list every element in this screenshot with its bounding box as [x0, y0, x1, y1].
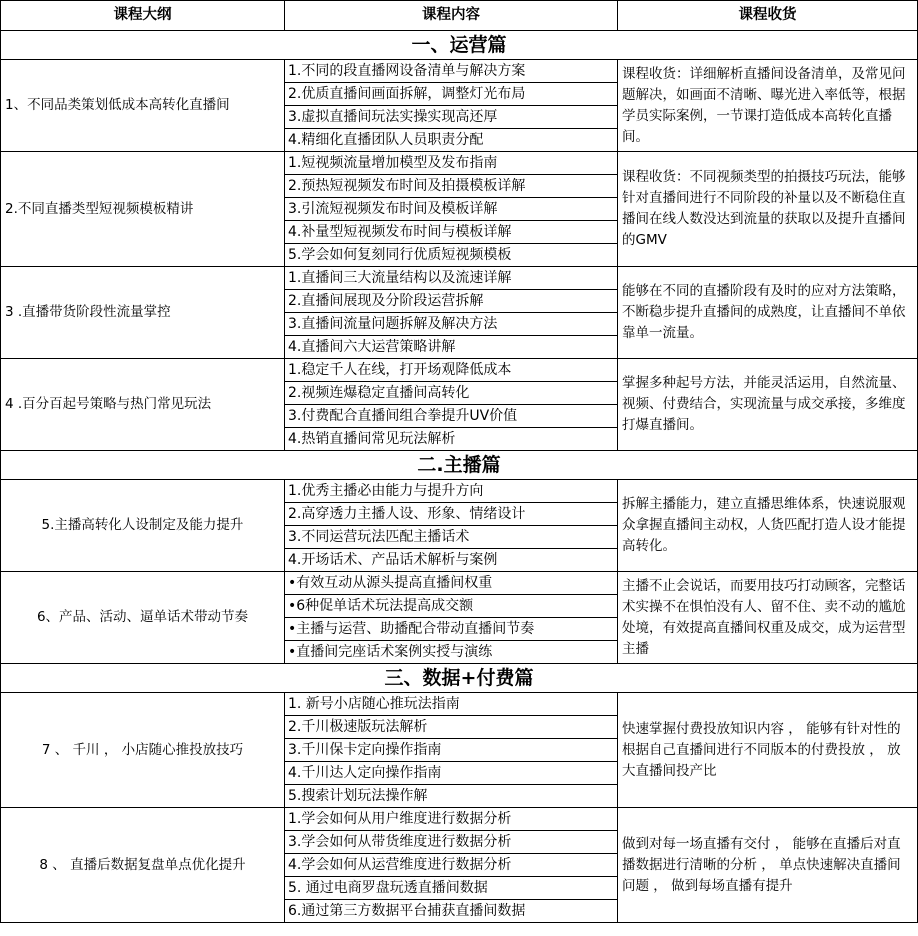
content-item: 3.不同运营玩法匹配主播话术: [285, 526, 618, 549]
header-gain: 课程收货: [618, 1, 918, 31]
content-item: 5.搜索计划玩法操作解: [285, 785, 618, 808]
content-item: 3.付费配合直播间组合拳提升UV价值: [285, 405, 618, 428]
content-item: 3.引流短视频发布时间及模板详解: [285, 198, 618, 221]
module-outline: 1、不同品类策划低成本高转化直播间: [1, 60, 285, 152]
content-item: 1.学会如何从用户维度进行数据分析: [285, 808, 618, 831]
header-content: 课程内容: [285, 1, 618, 31]
module-outline: 8 、 直播后数据复盘单点优化提升: [1, 808, 285, 923]
module-gain: 课程收货：详细解析直播间设备清单，及常见问题解决，如画面不清晰、曝光进入率低等，根据学员实际案例，一节课打造低成本高转化直播间。: [618, 60, 918, 152]
section-row: [1, 451, 918, 480]
header-row: [1, 1, 918, 31]
content-item: 4.精细化直播团队人员职责分配: [285, 129, 618, 152]
content-item: 5.学会如何复刻同行优质短视频模板: [285, 244, 618, 267]
content-item: 4.补量型短视频发布时间与模板详解: [285, 221, 618, 244]
content-item: 6.通过第三方数据平台捕获直播间数据: [285, 900, 618, 923]
module-gain: 快速掌握付费投放知识内容 ， 能够有针对性的根据自己直播间进行不同版本的付费投放 ， 放大直播间投产比: [618, 693, 918, 808]
module-outline: 7 、 千川 ， 小店随心推投放技巧: [1, 693, 285, 808]
content-item: 2.高穿透力主播人设、形象、情绪设计: [285, 503, 618, 526]
content-item: 1. 新号小店随心推玩法指南: [285, 693, 618, 716]
module-outline: 4 .百分百起号策略与热门常见玩法: [1, 359, 285, 451]
module-row: [1, 572, 918, 595]
content-item: 4.千川达人定向操作指南: [285, 762, 618, 785]
module-outline: 2.不同直播类型短视频模板精讲: [1, 152, 285, 267]
section-row: [1, 664, 918, 693]
content-item: •直播间完座话术案例实授与演练: [285, 641, 618, 664]
module-outline: 5.主播高转化人设制定及能力提升: [1, 480, 285, 572]
syllabus-body: [1, 1, 918, 923]
content-item: •主播与运营、助播配合带动直播间节奏: [285, 618, 618, 641]
module-gain: 掌握多种起号方法，并能灵活运用，自然流量、视频、付费结合，实现流量与成交承接，多维度打爆直播间。: [618, 359, 918, 451]
module-row: [1, 808, 918, 831]
content-item: 2.视频连爆稳定直播间高转化: [285, 382, 618, 405]
content-item: •有效互动从源头提高直播间权重: [285, 572, 618, 595]
content-item: 2.预热短视频发布时间及拍摄模板详解: [285, 175, 618, 198]
content-item: 1.不同的段直播网设备清单与解决方案: [285, 60, 618, 83]
content-item: 5. 通过电商罗盘玩透直播间数据: [285, 877, 618, 900]
module-gain: 课程收货：不同视频类型的拍摄技巧玩法，能够针对直播间进行不同阶段的补量以及不断稳住直播间在线人数没达到流量的获取以及提升直播间的GMV: [618, 152, 918, 267]
header-outline: 课程大纲: [1, 1, 285, 31]
content-item: 4.开场话术、产品话术解析与案例: [285, 549, 618, 572]
content-item: 2.优质直播间画面拆解，调整灯光布局: [285, 83, 618, 106]
content-item: 4.学会如何从运营维度进行数据分析: [285, 854, 618, 877]
module-gain: 做到对每一场直播有交付 ， 能够在直播后对直播数据进行清晰的分析 ， 单点快速解决直播间问题 ， 做到每场直播有提升: [618, 808, 918, 923]
module-row: [1, 152, 918, 175]
module-outline: 6、产品、活动、逼单话术带动节奏: [1, 572, 285, 664]
section-title: 三、数据+付费篇: [1, 664, 918, 693]
section-title: 一、运营篇: [1, 31, 918, 60]
content-item: 3.直播间流量问题拆解及解决方法: [285, 313, 618, 336]
module-row: [1, 359, 918, 382]
content-item: 4.热销直播间常见玩法解析: [285, 428, 618, 451]
module-row: [1, 60, 918, 83]
content-item: 1.稳定千人在线，打开场观降低成本: [285, 359, 618, 382]
module-gain: 主播不止会说话，而要用技巧打动顾客，完整话术实操不在惧怕没有人、留不住、卖不动的尴尬处境，有效提高直播间权重及成交，成为运营型主播: [618, 572, 918, 664]
content-item: 1.短视频流量增加模型及发布指南: [285, 152, 618, 175]
module-row: [1, 480, 918, 503]
module-row: [1, 267, 918, 290]
content-item: 1.优秀主播必由能力与提升方向: [285, 480, 618, 503]
content-item: 4.直播间六大运营策略讲解: [285, 336, 618, 359]
module-row: [1, 693, 918, 716]
content-item: 1.直播间三大流量结构以及流速详解: [285, 267, 618, 290]
content-item: 3.虚拟直播间玩法实操实现高还厚: [285, 106, 618, 129]
module-gain: 能够在不同的直播阶段有及时的应对方法策略，不断稳步提升直播间的成熟度，让直播间不单依靠单一流量。: [618, 267, 918, 359]
section-row: [1, 31, 918, 60]
module-gain: 拆解主播能力，建立直播思维体系，快速说服观众拿握直播间主动权，人货匹配打造人设才能提高转化。: [618, 480, 918, 572]
content-item: 2.千川极速版玩法解析: [285, 716, 618, 739]
module-outline: 3 .直播带货阶段性流量掌控: [1, 267, 285, 359]
content-item: 2.直播间展现及分阶段运营拆解: [285, 290, 618, 313]
section-title: 二.主播篇: [1, 451, 918, 480]
content-item: 3.学会如何从带货维度进行数据分析: [285, 831, 618, 854]
content-item: •6种促单话术玩法提高成交额: [285, 595, 618, 618]
content-item: 3.千川保卡定向操作指南: [285, 739, 618, 762]
